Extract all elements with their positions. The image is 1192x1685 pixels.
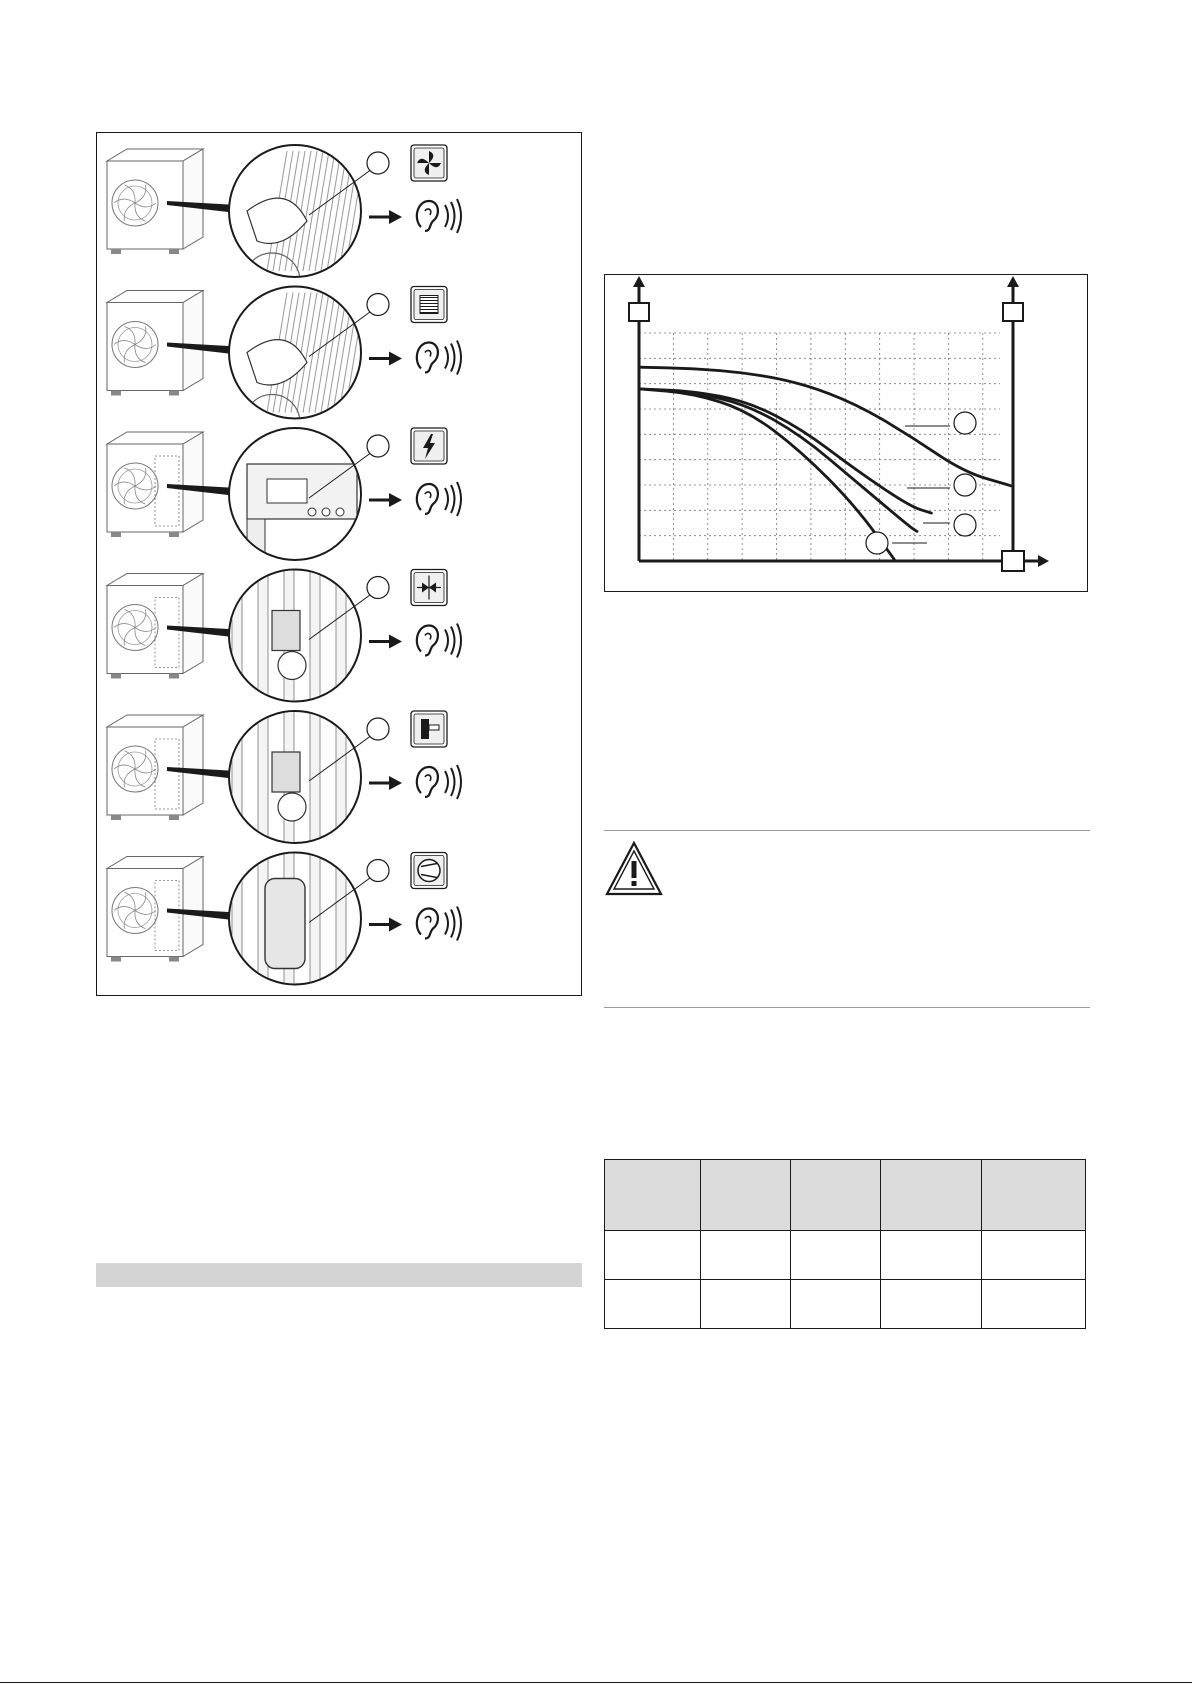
callout-marker: [367, 435, 389, 457]
table-row: [605, 1231, 1086, 1280]
electrical-box-row: [107, 428, 461, 569]
table-header-cell: [700, 1160, 790, 1231]
evaporator-row: [107, 287, 461, 451]
compressor-icon: [411, 853, 447, 889]
heat-pump-unit: [107, 149, 203, 254]
y-axis-left-label-box: [629, 303, 649, 321]
callout-marker: [367, 577, 389, 599]
noise-arrow: [369, 352, 402, 366]
detail-magnifier: [229, 428, 361, 569]
table-header-cell: [790, 1160, 881, 1231]
heat-pump-unit: [107, 291, 203, 396]
y-axis-right-arrow: [1007, 276, 1019, 287]
section-heading-band: [96, 1263, 582, 1287]
expansion-valve-icon: [411, 570, 447, 606]
callout-marker: [367, 294, 389, 316]
callout-marker: [367, 860, 389, 882]
table-cell: [982, 1280, 1086, 1329]
pump-curve-figure: [604, 274, 1088, 592]
heat-exchanger-icon: [411, 287, 447, 323]
noise-ear-icon: [417, 341, 461, 375]
noise-arrow: [369, 493, 402, 507]
table-cell: [790, 1280, 881, 1329]
curve-callout-marker-2: [954, 474, 976, 496]
data-table: [604, 1159, 1086, 1329]
x-axis-label-box: [1002, 551, 1024, 571]
noise-ear-icon: [417, 199, 461, 233]
noise-arrow: [369, 210, 402, 224]
four-way-valve-row: [107, 707, 461, 847]
fan-icon: [411, 145, 447, 181]
expansion-valve-row: [107, 566, 461, 706]
four-way-valve-icon: [411, 711, 447, 747]
heat-pump-unit: [107, 715, 203, 820]
curve-series-2: [639, 389, 931, 513]
noise-ear-icon: [417, 624, 461, 658]
curve-callout-marker-3: [954, 514, 976, 536]
fan-row: [107, 145, 461, 309]
table-cell: [605, 1231, 701, 1280]
detail-magnifier: [229, 145, 365, 309]
heat-pump-unit: [107, 857, 203, 962]
table-cell: [605, 1280, 701, 1329]
callout-marker: [367, 718, 389, 740]
component-noise-illustration: [97, 133, 583, 997]
curve-callout-marker-4: [866, 532, 888, 554]
heat-pump-unit: [107, 574, 203, 679]
table-cell: [881, 1280, 982, 1329]
y-axis-left-arrow: [633, 276, 645, 287]
noise-ear-icon: [417, 907, 461, 941]
lightning-icon: [411, 428, 447, 464]
detail-magnifier: [229, 849, 361, 989]
table-cell: [700, 1280, 790, 1329]
noise-arrow: [369, 918, 402, 932]
warning-top-rule: [604, 830, 1090, 831]
table-header-cell: [605, 1160, 701, 1231]
warning-triangle-icon: [604, 840, 664, 898]
table-header-row: [605, 1160, 1086, 1231]
pump-curve-chart: [605, 275, 1089, 593]
compressor-row: [107, 849, 461, 989]
y-axis-right-label-box: [1003, 303, 1023, 321]
chart-grid: [639, 333, 1000, 561]
table-header-cell: [881, 1160, 982, 1231]
detail-magnifier: [229, 566, 361, 706]
detail-magnifier: [229, 287, 365, 451]
noise-ear-icon: [417, 765, 461, 799]
table-cell: [881, 1231, 982, 1280]
table-header-cell: [982, 1160, 1086, 1231]
noise-arrow: [369, 635, 402, 649]
detail-magnifier: [229, 707, 361, 847]
curve-callout-marker-1: [954, 412, 976, 434]
heat-pump-unit: [107, 432, 203, 537]
component-noise-figure: [96, 132, 582, 996]
table-cell: [700, 1231, 790, 1280]
table-cell: [790, 1231, 881, 1280]
noise-ear-icon: [417, 482, 461, 516]
noise-arrow: [369, 776, 402, 790]
footer-rule: [0, 1682, 1192, 1683]
x-axis-arrow: [1038, 555, 1049, 567]
table-cell: [982, 1231, 1086, 1280]
table-row: [605, 1280, 1086, 1329]
callout-marker: [367, 152, 389, 174]
warning-bottom-rule: [604, 1007, 1090, 1008]
